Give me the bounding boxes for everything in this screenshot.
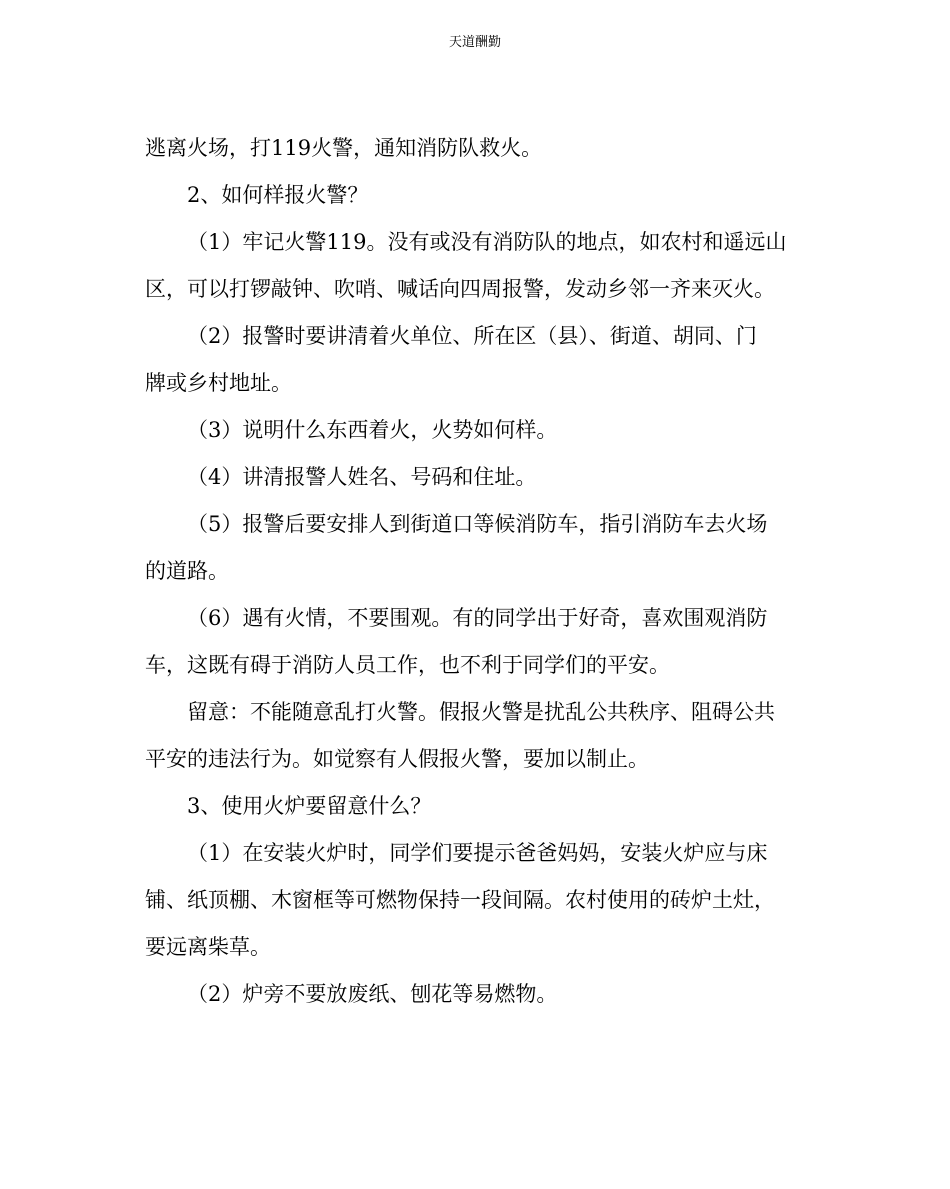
text-line: 区，可以打锣敲钟、吹哨、喊话向四周报警，发动乡邻一齐来灭火。	[145, 277, 775, 301]
text-line: （2）炉旁不要放废纸、刨花等易燃物。	[187, 982, 558, 1006]
text-line: 车，这既有碍于消防人员工作，也不利于同学们的平安。	[145, 653, 670, 677]
text-line: （4）讲清报警人姓名、号码和住址。	[187, 465, 537, 489]
text-line: （3）说明什么东西着火，火势如何样。	[187, 418, 558, 442]
text-line: 逃离火场，打119火警，通知消防队救火。	[145, 136, 543, 160]
text-line: （6）遇有火情，不要围观。有的同学出于好奇，喜欢围观消防	[187, 606, 768, 630]
section-heading: 3、使用火炉要留意什么？	[187, 794, 432, 818]
text-line: （1）在安装火炉时，同学们要提示爸爸妈妈，安装火炉应与床	[187, 841, 768, 865]
page-header: 天道酬勤	[448, 35, 501, 50]
text-line: 牌或乡村地址。	[145, 371, 292, 395]
text-line: 铺、纸顶棚、木窗框等可燃物保持一段间隔。农村使用的砖炉土灶，	[145, 888, 775, 912]
document-body	[145, 125, 805, 1018]
text-line: 要远离柴草。	[145, 935, 271, 959]
text-line: 留意：不能随意乱打火警。假报火警是扰乱公共秩序、阻碍公共	[187, 700, 775, 724]
text-line: （2）报警时要讲清着火单位、所在区（县）、街道、胡同、门	[187, 324, 757, 348]
text-line: （5）报警后要安排人到街道口等候消防车，指引消防车去火场	[187, 512, 768, 536]
text-line: 平安的违法行为。如觉察有人假报火警，要加以制止。	[145, 747, 649, 771]
text-line: （1）牢记火警119。没有或没有消防队的地点，如农村和遥远山	[187, 230, 787, 254]
text-line: 的道路。	[145, 559, 229, 583]
section-heading: 2、如何样报火警？	[187, 183, 369, 207]
